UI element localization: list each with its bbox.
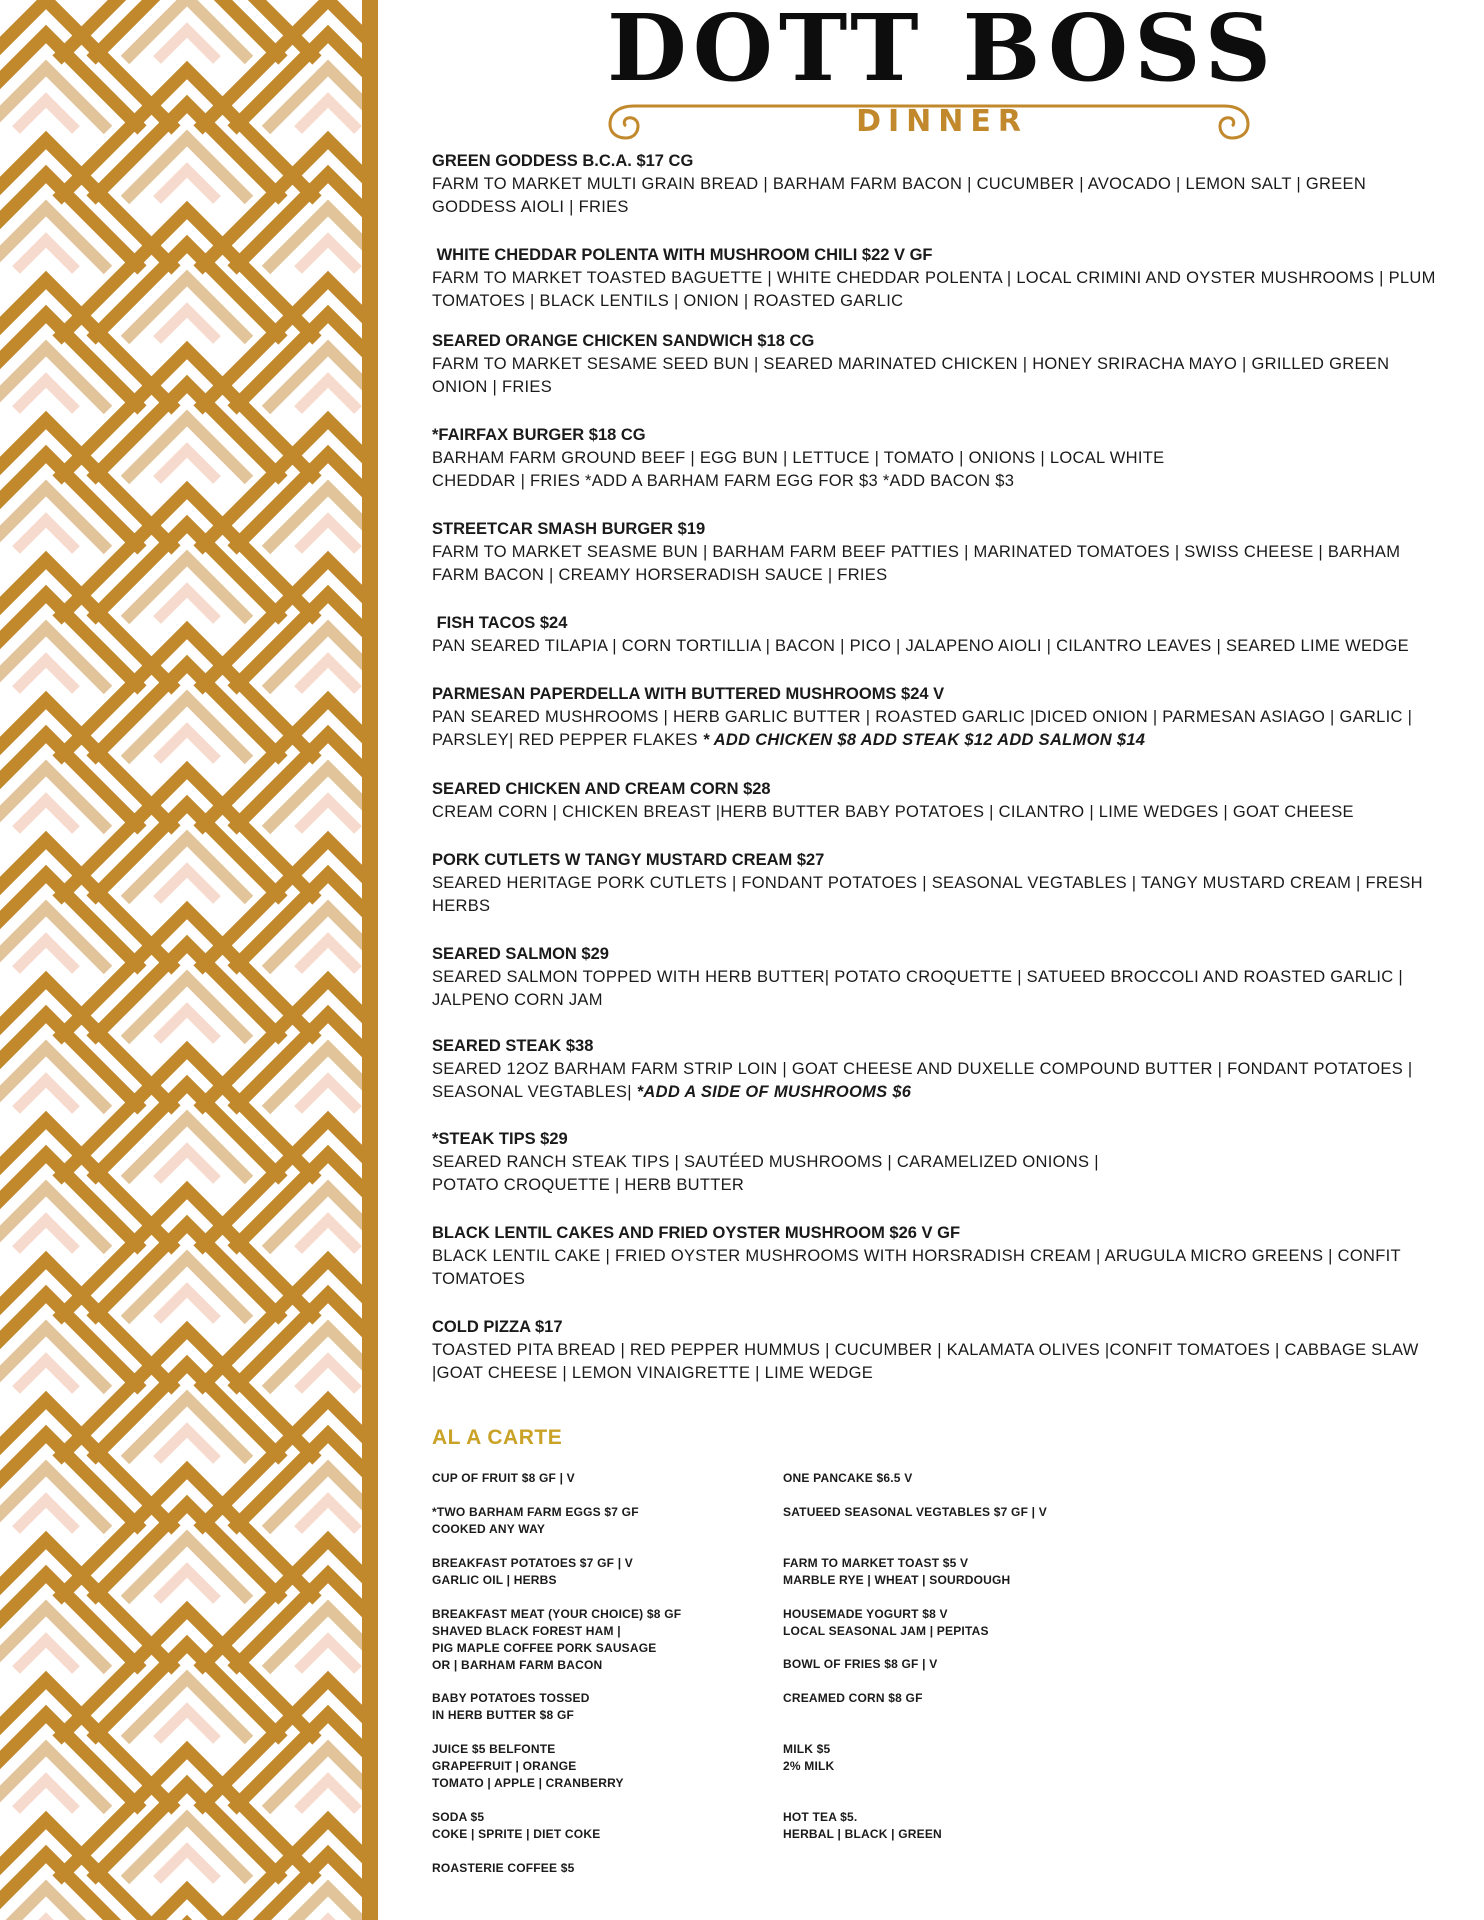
a-la-carte-items [432, 1470, 1442, 1880]
item-description-text: PAN SEARED MUSHROOMS | HERB GARLIC BUTTER | ROASTED GARLIC |DICED ONION | PARMESAN ASIAGO | GARLIC | PARSLEY| RED PEPPER FLAKES [432, 708, 1413, 749]
menu-item [432, 943, 1442, 1012]
item-description: CREAM CORN | CHICKEN BREAST |HERB BUTTER BABY POTATOES | CILANTRO | LIME WEDGES | GOAT CHEESE [432, 803, 1354, 821]
menu-item [432, 424, 1442, 493]
a-la-carte-item: MILK $5 2% MILK [783, 1742, 835, 1773]
item-description-line2: POTATO CROQUETTE | HERB BUTTER [432, 1176, 745, 1194]
menu-subtitle: DINNER [856, 104, 1028, 139]
item-description: BARHAM FARM GROUND BEEF | EGG BUN | LETTUCE | TOMATO | ONIONS | LOCAL WHITE [432, 449, 1165, 467]
item-description: FARM TO MARKET SEASME BUN | BARHAM FARM BEEF PATTIES | MARINATED TOMATOES | SWISS CHEESE | BARHAM FARM BACON | CREAMY HORSERADISH SAUCE | FRIES [432, 543, 1401, 584]
menu-item [432, 778, 1442, 824]
item-name: SEARED STEAK $38 [432, 1037, 594, 1055]
item-description: SEARED RANCH STEAK TIPS | SAUTÉED MUSHROOMS | CARAMELIZED ONIONS | [432, 1153, 1099, 1171]
item-name: *STEAK TIPS $29 [432, 1130, 568, 1148]
item-name: SEARED ORANGE CHICKEN SANDWICH $18 CG [432, 332, 815, 350]
a-la-carte-item: CUP OF FRUIT $8 GF | V [432, 1471, 575, 1485]
item-description: BLACK LENTIL CAKE | FRIED OYSTER MUSHROOMS WITH HORSRADISH CREAM | ARUGULA MICRO GREENS | CONFIT TOMATOES [432, 1247, 1401, 1288]
item-description: FARM TO MARKET SESAME SEED BUN | SEARED MARINATED CHICKEN | HONEY SRIRACHA MAYO | GRILLED GREEN ONION | FRIES [432, 355, 1390, 396]
item-add-on: * ADD CHICKEN $8 ADD STEAK $12 ADD SALMON $14 [702, 731, 1146, 749]
item-name: WHITE CHEDDAR POLENTA WITH MUSHROOM CHILI $22 V GF [432, 246, 933, 264]
item-name: PARMESAN PAPERDELLA WITH BUTTERED MUSHROOMS $24 V [432, 685, 945, 703]
item-description: SEARED HERITAGE PORK CUTLETS | FONDANT POTATOES | SEASONAL VEGTABLES | TANGY MUSTARD CREAM | FRESH HERBS [432, 874, 1423, 915]
a-la-carte-item: ROASTERIE COFFEE $5 [432, 1861, 575, 1875]
item-description [432, 1058, 1442, 1104]
a-la-carte-item: FARM TO MARKET TOAST $5 V MARBLE RYE | WHEAT | SOURDOUGH [783, 1556, 1011, 1587]
item-description: SEARED SALMON TOPPED WITH HERB BUTTER| POTATO CROQUETTE | SATUEED BROCCOLI AND ROASTED GARLIC | JALPENO CORN JAM [432, 968, 1403, 1009]
a-la-carte-item: ONE PANCAKE $6.5 V [783, 1471, 913, 1485]
item-name: COLD PIZZA $17 [432, 1318, 563, 1336]
item-name: PORK CUTLETS W TANGY MUSTARD CREAM $27 [432, 851, 825, 869]
item-name: *FAIRFAX BURGER $18 CG [432, 426, 646, 444]
item-name: BLACK LENTIL CAKES AND FRIED OYSTER MUSHROOM $26 V GF [432, 1224, 961, 1242]
item-add-on: *ADD A SIDE OF MUSHROOMS $6 [636, 1083, 912, 1101]
a-la-carte-item: BABY POTATOES TOSSED IN HERB BUTTER $8 GF [432, 1691, 590, 1722]
menu-item [432, 612, 1442, 658]
item-description: PAN SEARED TILAPIA | CORN TORTILLIA | BACON | PICO | JALAPENO AIOLI | CILANTRO LEAVES | SEARED LIME WEDGE [432, 637, 1409, 655]
item-description: TOASTED PITA BREAD | RED PEPPER HUMMUS | CUCUMBER | KALAMATA OLIVES |CONFIT TOMATOES | CABBAGE SLAW |GOAT CHEESE | LEMON VINAIGRETTE | LIME WEDGE [432, 1341, 1419, 1382]
menu-item [432, 518, 1442, 587]
a-la-carte-item: HOUSEMADE YOGURT $8 V LOCAL SEASONAL JAM | PEPITAS [783, 1607, 989, 1638]
a-la-carte-item: BOWL OF FRIES $8 GF | V [783, 1657, 938, 1671]
item-name: SEARED CHICKEN AND CREAM CORN $28 [432, 780, 771, 798]
a-la-carte-item: CREAMED CORN $8 GF [783, 1691, 923, 1705]
a-la-carte-item: JUICE $5 BELFONTE GRAPEFRUIT | ORANGE TOMATO | APPLE | CRANBERRY [432, 1742, 624, 1790]
item-name: SEARED SALMON $29 [432, 945, 609, 963]
item-description: FARM TO MARKET MULTI GRAIN BREAD | BARHAM FARM BACON | CUCUMBER | AVOCADO | LEMON SALT | GREEN GODDESS AIOLI | FRIES [432, 175, 1367, 216]
menu-item [432, 244, 1442, 313]
menu-item [432, 330, 1442, 399]
item-name: STREETCAR SMASH BURGER $19 [432, 520, 706, 538]
menu-item [432, 1128, 1442, 1197]
a-la-carte-item: BREAKFAST POTATOES $7 GF | V GARLIC OIL | HERBS [432, 1556, 633, 1587]
a-la-carte-item: BREAKFAST MEAT (YOUR CHOICE) $8 GF SHAVED BLACK FOREST HAM | PIG MAPLE COFFEE PORK SAUSAGE OR | BARHAM FARM BACON [432, 1607, 682, 1672]
menu-item [432, 1316, 1442, 1385]
menu-item [432, 1222, 1442, 1291]
a-la-carte-item: SATUEED SEASONAL VEGTABLES $7 GF | V [783, 1505, 1047, 1519]
menu-item [432, 1035, 1442, 1104]
menu-item [432, 849, 1442, 918]
item-description [432, 706, 1442, 752]
menu-item [432, 683, 1442, 752]
item-description: FARM TO MARKET TOASTED BAGUETTE | WHITE CHEDDAR POLENTA | LOCAL CRIMINI AND OYSTER MUSHROOMS | PLUM TOMATOES | BLACK LENTILS | ONION | ROASTED GARLIC [432, 269, 1436, 310]
item-description-line2: CHEDDAR | FRIES *ADD A BARHAM FARM EGG FOR $3 *ADD BACON $3 [432, 472, 1015, 490]
a-la-carte-item: *TWO BARHAM FARM EGGS $7 GF COOKED ANY WAY [432, 1505, 639, 1536]
item-name: GREEN GODDESS B.C.A. $17 CG [432, 152, 694, 170]
menu-item [432, 150, 1442, 219]
restaurant-title: DOTT BOSS [606, 0, 1278, 102]
item-name: FISH TACOS $24 [432, 614, 568, 632]
decorative-chevron-pattern [0, 0, 378, 1920]
a-la-carte-item: HOT TEA $5. HERBAL | BLACK | GREEN [783, 1810, 942, 1841]
a-la-carte-title: AL A CARTE [432, 1426, 563, 1449]
a-la-carte-item: SODA $5 COKE | SPRITE | DIET COKE [432, 1810, 601, 1841]
item-description-text: SEARED 12OZ BARHAM FARM STRIP LOIN | GOAT CHEESE AND DUXELLE COMPOUND BUTTER | FONDANT POTATOES | SEASONAL VEGTABLES| [432, 1060, 1413, 1101]
